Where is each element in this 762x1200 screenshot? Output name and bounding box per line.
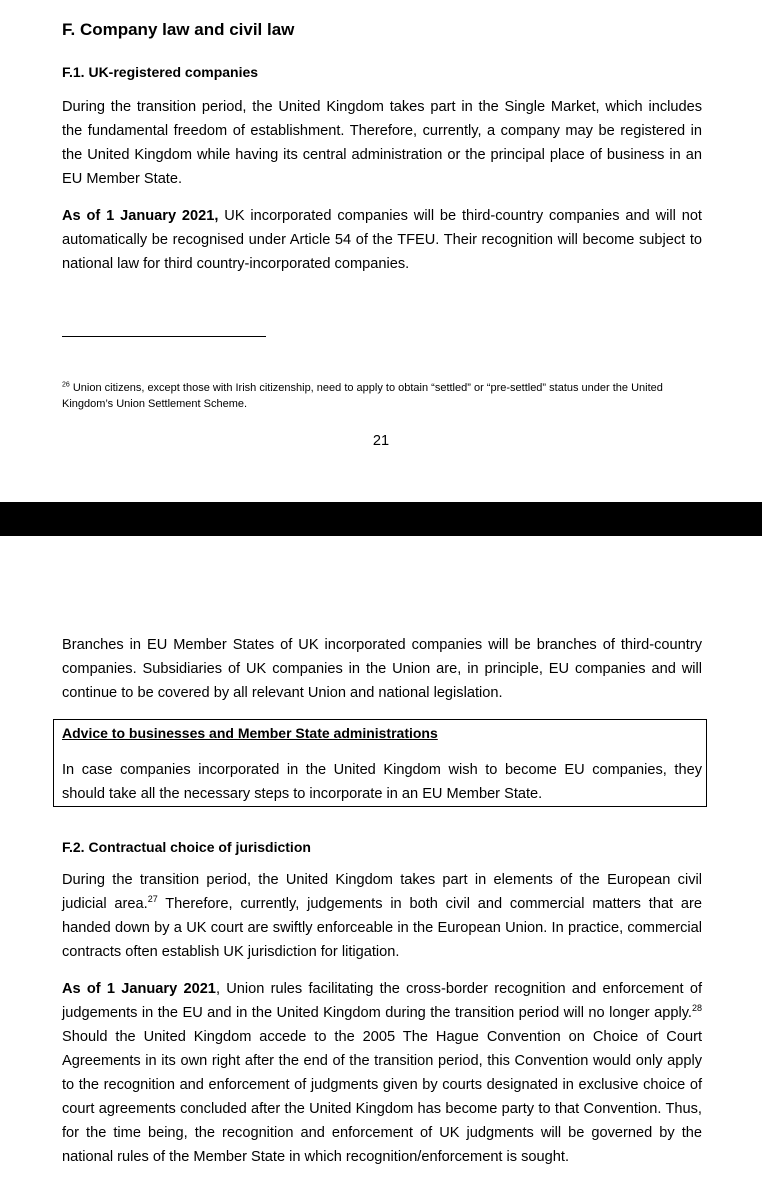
footnote-ref-27: 27 [147, 894, 158, 905]
paragraph-union-rules [62, 977, 702, 1169]
bold-date-text: As of 1 January 2021 [62, 981, 216, 997]
advice-box [53, 719, 707, 807]
advice-title: Advice to businesses and Member State administrations [62, 725, 438, 741]
page-divider-bar [0, 502, 762, 536]
footnote-26 [62, 380, 702, 412]
page-number: 21 [372, 433, 390, 449]
paragraph-transition-period: During the transition period, the United Kingdom takes part in the Single Market, which includes the fundamental freedom of establishment. Therefore, currently, a company may be registered in the United Kingdom while having its central administration or the principal place of business in an EU Member State. [62, 99, 702, 187]
section-heading: F. Company law and civil law [62, 20, 295, 39]
paragraph-branches: Branches in EU Member States of UK incorporated companies will be branches of third-country companies. Subsidiaries of UK companies in the Union are, in principle, EU companies and will continue to be covered by all relevant Union and national legislation. [62, 637, 702, 701]
bold-date-text: As of 1 January 2021, [62, 208, 219, 224]
footnote-number: 26 [62, 381, 70, 389]
paragraph-civil-judicial-area [62, 868, 702, 964]
footnote-text: Union citizens, except those with Irish citizenship, need to apply to obtain “settled” or “pre-settled” status under the United Kingdom’s Union Settlement Scheme. [62, 382, 663, 410]
document-page-21 [0, 0, 762, 502]
document-page-22 [0, 536, 762, 1200]
paragraph-text: During the transition period, the United Kingdom takes part in elements of the European civil judicial area. [62, 872, 702, 912]
subsection-heading-f2: F.2. Contractual choice of jurisdiction [62, 839, 311, 855]
paragraph-text: Should the United Kingdom accede to the 2005 The Hague Convention on Choice of Court Agreements in its own right after the end of the transition period, this Convention would only apply to the recognition and enforcement of judgments given by courts designated in exclusive choice of court agreements concluded after the United Kingdom has become party to that Convention. Thus, for the time being, the recognition and enforcement of UK judgments will be governed by the national rules of the Member State in which recognition/enforcement is sought. [62, 1029, 702, 1165]
advice-text: In case companies incorporated in the United Kingdom wish to become EU companies, they should take all the necessary steps to incorporate in an EU Member State. [62, 762, 702, 802]
subsection-heading-f1: F.1. UK-registered companies [62, 64, 259, 80]
paragraph-as-of-2021 [62, 204, 702, 276]
paragraph-text: , Union rules facilitating the cross-border recognition and enforcement of judgements in the EU and in the United Kingdom during the transition period will no longer apply. [62, 981, 702, 1021]
paragraph-text: Therefore, currently, judgements in both civil and commercial matters that are handed down by a UK court are swiftly enforceable in the European Union. In practice, commercial contracts often establish UK jurisdiction for litigation. [62, 896, 703, 960]
footnote-ref-28: 28 [691, 1003, 702, 1014]
paragraph-text: UK incorporated companies will be third-country companies and will not automatically be recognised under Article 54 of the TFEU. Their recognition will become subject to national law for third country-incorporated companies. [62, 208, 702, 272]
footnote-separator [62, 336, 266, 337]
